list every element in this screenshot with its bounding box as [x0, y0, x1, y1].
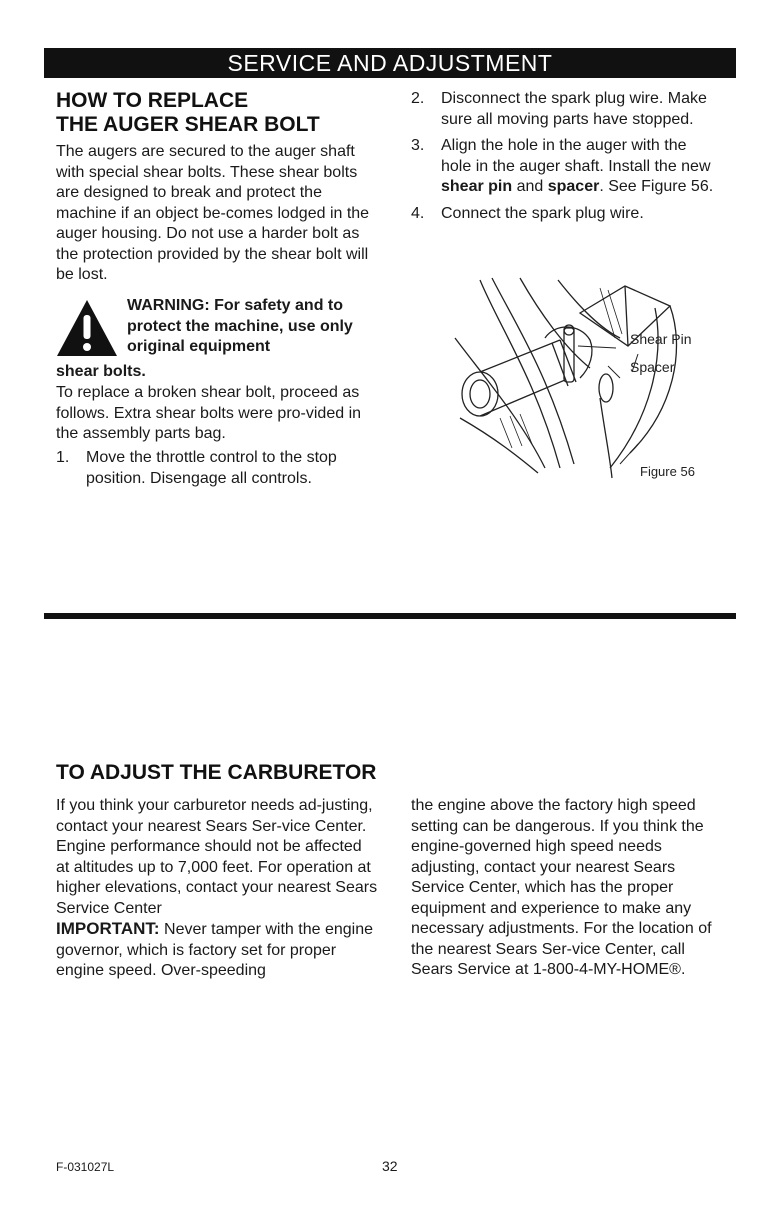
carburetor-left-para: If you think your carburetor needs ad-justing, contact your nearest Sears Ser-vice Center. Engine performance should not be affected at altitudes up to 7,000 feet. For operation at higher elevations, contact your nearest Sears Service Center	[56, 797, 378, 917]
spacer-label: Spacer	[630, 359, 675, 375]
shear-intro: The augers are secured to the auger shaft with special shear bolts. These shear bolts are designed to break and protect the machine if an object be-comes lodged in the auger housing. Do not use a harder bolt as the protection provided by the shear bolt will be lost.	[56, 143, 370, 283]
shear-heading-line2: THE AUGER SHEAR BOLT	[56, 113, 320, 136]
step-text-pre: Align the hole in the auger with the hole in the auger shaft. Install the new	[441, 137, 711, 175]
step-number: 2.	[411, 90, 425, 107]
warning-text: WARNING: For safety and to protect the machine, use only original equipment	[127, 297, 353, 355]
step-item	[411, 204, 721, 225]
document-code: F-031027L	[56, 1160, 115, 1174]
step-text	[441, 136, 721, 198]
step-text-mid: and	[512, 178, 548, 195]
figure-caption: Figure 56	[640, 464, 695, 479]
step-number: 3.	[411, 137, 425, 154]
step-number: 4.	[411, 204, 425, 222]
step-text: Move the throttle control to the stop position. Disengage all controls.	[86, 449, 337, 487]
shear-pin-label: Shear Pin	[630, 331, 692, 347]
shear-pin-term: shear pin	[441, 178, 513, 195]
shear-heading-line1: HOW TO REPLACE	[56, 89, 249, 112]
important-label: IMPORTANT:	[56, 919, 160, 938]
step-number: 1.	[56, 449, 70, 466]
carburetor-heading: TO ADJUST THE CARBURETOR	[56, 761, 377, 784]
important-text: Never tamper with the engine governor, which is factory set for proper engine speed. Over-speeding	[56, 921, 374, 979]
step-text-post: . See Figure 56.	[599, 178, 714, 195]
carburetor-right-text: the engine above the factory high speed setting can be dangerous. If you think the engine-governed high speed needs adjusting, contact your nearest Sears Service Center, which has the proper equipment and experience to make any necessary adjustments. For the location of the nearest Sears Ser-vice Center, call Sears Service at 1-800-4-MY-HOME®.	[411, 797, 712, 978]
page-number: 32	[382, 1158, 398, 1174]
step-item	[411, 89, 721, 130]
steps-right	[411, 89, 721, 230]
replace-intro: To replace a broken shear bolt, proceed as follows. Extra shear bolts were pro-vided in the assembly parts bag.	[56, 384, 362, 442]
spacer-term: spacer	[547, 178, 600, 195]
section-divider	[44, 613, 736, 619]
warning-triangle-icon	[56, 299, 118, 357]
step-text: Disconnect the spark plug wire. Make sure all moving parts have stopped.	[441, 90, 707, 128]
carburetor-left-text	[56, 796, 378, 982]
section-banner: SERVICE AND ADJUSTMENT	[44, 48, 736, 78]
warning-tail: shear bolts.	[56, 363, 146, 380]
step-item	[411, 136, 721, 198]
step-text: Connect the spark plug wire.	[441, 204, 644, 222]
steps-left	[56, 448, 376, 495]
figure-56-illustration	[440, 268, 730, 486]
step-item	[56, 448, 376, 489]
